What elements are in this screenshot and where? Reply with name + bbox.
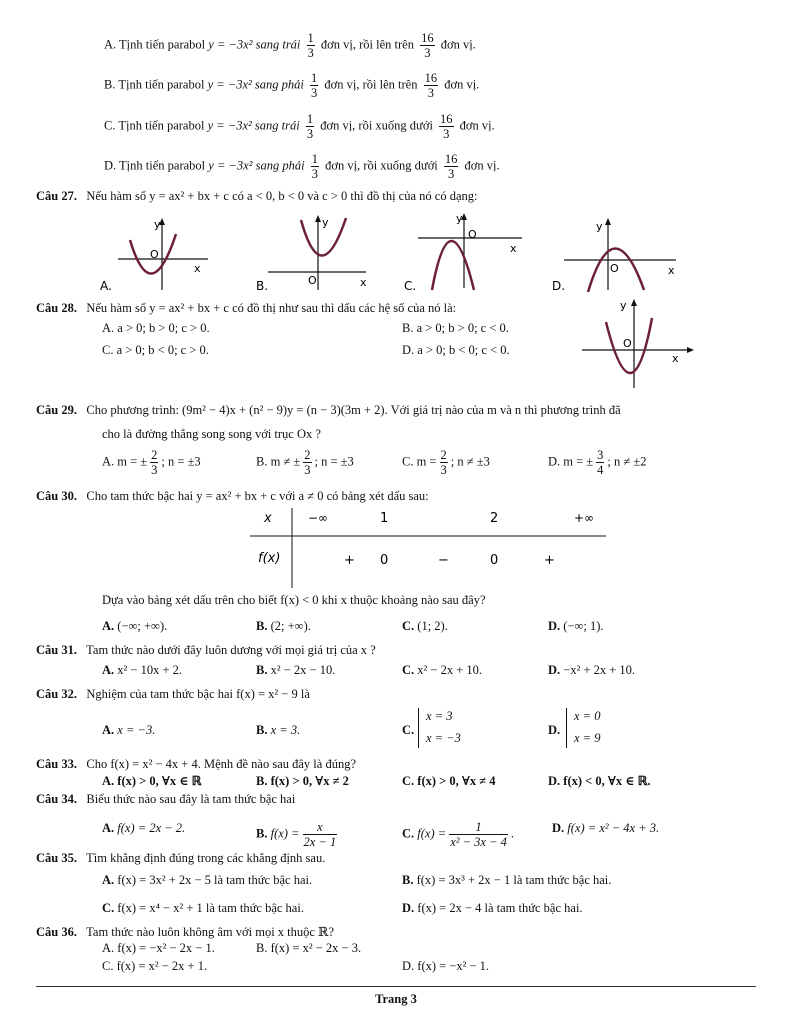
svg-text:y: y <box>154 218 161 231</box>
q35-option-D[interactable]: D. f(x) = 2x − 4 là tam thức bậc hai. <box>402 901 583 915</box>
sign-table <box>246 506 610 590</box>
option-B-translate[interactable]: B. Tịnh tiến parabol y = −3x² sang phải $\frac{1}{3}$ đơn vị, rồi lên trên $\frac{16}{3}$ đơn vị. <box>104 71 480 100</box>
svg-text:x: x <box>194 262 201 275</box>
question-31: Câu 31. Tam thức nào dưới đây luôn dương với mọi giá trị của x ? <box>36 643 376 657</box>
svg-text:−∞: −∞ <box>308 511 329 525</box>
svg-text:x: x <box>672 352 679 365</box>
q31-option-C[interactable]: C. x² − 2x + 10. <box>402 663 483 677</box>
svg-text:0: 0 <box>380 553 389 568</box>
svg-text:y: y <box>620 299 627 312</box>
q34-option-A[interactable]: A. f(x) = 2x − 2. <box>102 821 186 835</box>
question-35: Câu 35. Tìm khẳng định đúng trong các khẳng định sau. <box>36 851 326 865</box>
q35-option-C[interactable]: C. f(x) = x⁴ − x² + 1 là tam thức bậc hai. <box>102 901 304 915</box>
svg-text:x: x <box>264 511 272 526</box>
question-32: Câu 32. Nghiệm của tam thức bậc hai f(x) = x² − 9 là <box>36 687 310 701</box>
q33-option-B[interactable]: B. f(x) > 0, ∀x ≠ 2 <box>256 774 349 788</box>
q29-option-D[interactable]: D. m = ± $\frac{3}{4}$ ; n ≠ ±2 <box>548 448 647 477</box>
svg-text:x: x <box>510 242 517 255</box>
svg-text:1: 1 <box>380 511 389 526</box>
q28-option-D[interactable]: D. a > 0; b < 0; c < 0. <box>402 343 510 357</box>
q30-option-C[interactable]: C. (1; 2). <box>402 619 448 633</box>
graph-27-B[interactable] <box>256 212 386 292</box>
svg-text:y: y <box>322 216 329 229</box>
question-30-prompt: Dựa vào bảng xét dấu trên cho biết f(x) < 0 khi x thuộc khoảng nào sau đây? <box>102 593 486 607</box>
svg-text:+∞: +∞ <box>574 511 595 525</box>
q32-C-line2: x = −3 <box>426 731 461 745</box>
svg-text:y: y <box>456 212 463 225</box>
svg-text:A.: A. <box>100 279 112 292</box>
q35-option-B[interactable]: B. f(x) = 3x³ + 2x − 1 là tam thức bậc hai. <box>402 873 612 887</box>
question-28: Câu 28. Nếu hàm số y = ax² + bx + c có đồ thị như sau thì dấu các hệ số của nó là: <box>36 301 457 315</box>
q30-option-D[interactable]: D. (−∞; 1). <box>548 619 604 633</box>
graph-28 <box>576 296 696 392</box>
q31-option-A[interactable]: A. x² − 10x + 2. <box>102 663 183 677</box>
svg-text:f(x): f(x) <box>258 551 281 566</box>
q32-option-D[interactable]: D. <box>548 723 561 737</box>
svg-text:O: O <box>150 248 159 261</box>
q35-option-A[interactable]: A. f(x) = 3x² + 2x − 5 là tam thức bậc hai. <box>102 873 313 887</box>
svg-text:O: O <box>623 337 632 350</box>
svg-text:y: y <box>596 220 603 233</box>
svg-text:x: x <box>360 276 367 289</box>
q36-option-C[interactable]: C. f(x) = x² − 2x + 1. <box>102 959 208 973</box>
svg-text:+: + <box>544 553 555 568</box>
svg-text:−: − <box>438 553 449 568</box>
q36-option-D[interactable]: D. f(x) = −x² − 1. <box>402 959 490 973</box>
option-A-translate[interactable]: A. Tịnh tiến parabol y = −3x² sang trái $\frac{1}{3}$ đơn vị, rồi lên trên $\frac{16}{3}$ đơn vị. <box>104 31 476 60</box>
graph-27-C[interactable] <box>404 210 534 292</box>
q32-option-B[interactable]: B. x = 3. <box>256 723 301 737</box>
question-36: Câu 36. Tam thức nào luôn không âm với mọi x thuộc ℝ? <box>36 925 334 939</box>
option-C-translate[interactable]: C. Tịnh tiến parabol y = −3x² sang trái $\frac{1}{3}$ đơn vị, rồi xuống dưới $\frac{16}{3}$ đơn vị. <box>104 112 495 141</box>
option-D-translate[interactable]: D. Tịnh tiến parabol y = −3x² sang phải $\frac{1}{3}$ đơn vị, rồi xuống dưới $\frac{16}{3}$ đơn vị. <box>104 152 500 181</box>
q29-option-C[interactable]: C. m = $\frac{2}{3}$ ; n ≠ ±3 <box>402 448 490 477</box>
svg-text:+: + <box>344 553 355 568</box>
question-27: Câu 27. Nếu hàm số y = ax² + bx + c có a < 0, b < 0 và c > 0 thì đồ thị của nó có dạng: <box>36 189 478 203</box>
question-30: Câu 30. Cho tam thức bậc hai y = ax² + bx + c với a ≠ 0 có bảng xét dấu sau: <box>36 489 429 503</box>
svg-text:O: O <box>308 274 317 287</box>
q29-option-A[interactable]: A. m = ± $\frac{2}{3}$ ; n = ±3 <box>102 448 201 477</box>
q32-D-line1: x = 0 <box>574 709 601 723</box>
q32-option-C[interactable]: C. <box>402 723 415 737</box>
q31-option-D[interactable]: D. −x² + 2x + 10. <box>548 663 636 677</box>
question-33: Câu 33. Cho f(x) = x² − 4x + 4. Mệnh đề nào sau đây là đúng? <box>36 757 356 771</box>
q33-option-A[interactable]: A. f(x) > 0, ∀x ∈ ℝ <box>102 774 202 788</box>
question-34: Câu 34. Biểu thức nào sau đây là tam thức bậc hai <box>36 792 296 806</box>
q28-option-B[interactable]: B. a > 0; b > 0; c < 0. <box>402 321 509 335</box>
svg-text:C.: C. <box>404 279 417 292</box>
question-29: Câu 29. Cho phương trình: (9m² − 4)x + (n² − 9)y = (n − 3)(3m + 2). Với giá trị nào của m và n thì phương trình đã <box>36 403 621 417</box>
q32-option-A[interactable]: A. x = −3. <box>102 723 156 737</box>
q28-option-A[interactable]: A. a > 0; b > 0; c > 0. <box>102 321 210 335</box>
q36-option-A[interactable]: A. f(x) = −x² − 2x − 1. <box>102 941 215 955</box>
q32-D-line2: x = 9 <box>574 731 601 745</box>
q31-option-B[interactable]: B. x² − 2x − 10. <box>256 663 336 677</box>
q34-option-B[interactable]: B. f(x) = $\frac{x}{2x - 1}$ <box>256 820 337 849</box>
q34-option-C[interactable]: C. f(x) = $\frac{1}{\text{x² − 3x − 4}}$ . <box>402 820 515 849</box>
svg-text:O: O <box>610 262 619 275</box>
svg-text:D.: D. <box>552 279 566 292</box>
q32-C-line1: x = 3 <box>426 709 453 723</box>
q30-option-A[interactable]: A. (−∞; +∞). <box>102 619 168 633</box>
q33-option-D[interactable]: D. f(x) < 0, ∀x ∈ ℝ. <box>548 774 651 788</box>
svg-text:2: 2 <box>490 511 499 526</box>
svg-text:x: x <box>668 264 675 277</box>
page-number: Trang 3 <box>375 992 417 1006</box>
question-29-cont: cho là đường thẳng song song với trục Ox ? <box>102 427 321 441</box>
q29-option-B[interactable]: B. m ≠ ± $\frac{2}{3}$ ; n = ±3 <box>256 448 354 477</box>
q33-option-C[interactable]: C. f(x) > 0, ∀x ≠ 4 <box>402 774 496 788</box>
svg-text:B.: B. <box>256 279 269 292</box>
q30-option-B[interactable]: B. (2; +∞). <box>256 619 311 633</box>
graph-27-A[interactable] <box>96 212 216 292</box>
q28-option-C[interactable]: C. a > 0; b < 0; c > 0. <box>102 343 209 357</box>
q36-option-B[interactable]: B. f(x) = x² − 2x − 3. <box>256 941 362 955</box>
svg-text:0: 0 <box>490 553 499 568</box>
graph-27-D[interactable] <box>548 212 688 292</box>
svg-text:O: O <box>468 228 477 241</box>
footer-divider <box>36 986 756 987</box>
q34-option-D[interactable]: D. f(x) = x² − 4x + 3. <box>552 821 660 835</box>
